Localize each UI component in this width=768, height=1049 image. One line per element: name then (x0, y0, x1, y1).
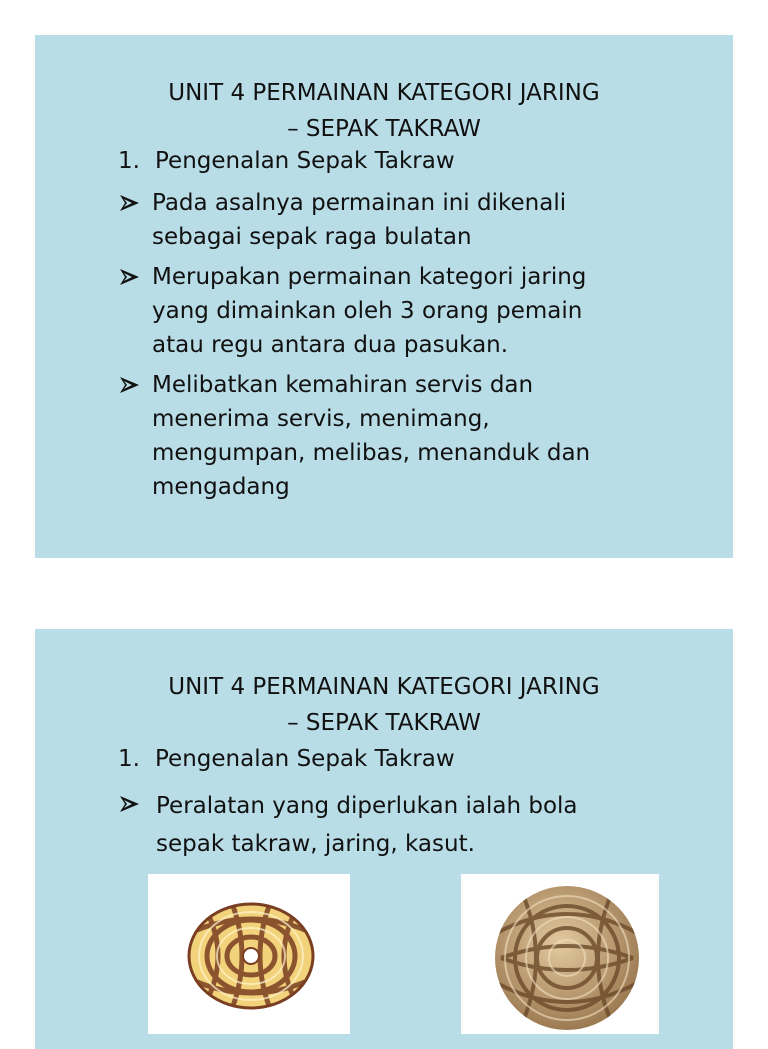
bullet-text (152, 368, 678, 504)
section-heading (118, 144, 455, 178)
title-line: – SEPAK TAKRAW (287, 116, 481, 142)
bullet-text (156, 787, 678, 863)
heading-text: Pengenalan Sepak Takraw (155, 746, 455, 772)
slide-title (35, 669, 733, 741)
bullet-line: mengadang (152, 474, 290, 500)
slide-1 (35, 35, 733, 558)
bullet-line: mengumpan, melibas, menanduk dan (152, 440, 591, 466)
bullet-item (118, 368, 678, 504)
slide-2 (35, 629, 733, 1049)
bullet-line: Melibatkan kemahiran servis dan (152, 372, 534, 398)
arrow-bullet-icon (118, 795, 140, 813)
bullet-item (118, 260, 678, 362)
bullet-text (152, 260, 678, 362)
bullet-line: Peralatan yang diperlukan ialah bola (156, 793, 578, 819)
section-heading (118, 742, 455, 776)
sepak-takraw-ball-image (461, 874, 659, 1034)
title-line: UNIT 4 PERMAINAN KATEGORI JARING (168, 80, 600, 106)
takraw-ball-rattan-icon (461, 874, 659, 1034)
arrow-bullet-icon (118, 268, 140, 286)
title-line: UNIT 4 PERMAINAN KATEGORI JARING (168, 674, 600, 700)
bullet-line: atau regu antara dua pasukan. (152, 332, 509, 358)
bullet-line: sebagai sepak raga bulatan (152, 224, 472, 250)
bullet-line: Pada asalnya permainan ini dikenali (152, 190, 567, 216)
arrow-bullet-icon (118, 376, 140, 394)
bullet-item (118, 186, 678, 254)
bullet-line: Merupakan permainan kategori jaring (152, 264, 587, 290)
bullet-item (118, 787, 678, 863)
bullet-line: menerima servis, menimang, (152, 406, 490, 432)
bullet-line: sepak takraw, jaring, kasut. (156, 831, 475, 857)
arrow-bullet-icon (118, 194, 140, 212)
takraw-ball-yellow-icon (148, 874, 350, 1034)
heading-number: 1. (118, 148, 140, 174)
slide-title (35, 75, 733, 147)
bullet-line: yang dimainkan oleh 3 orang pemain (152, 298, 583, 324)
heading-number: 1. (118, 746, 140, 772)
heading-text: Pengenalan Sepak Takraw (155, 148, 455, 174)
title-line: – SEPAK TAKRAW (287, 710, 481, 736)
bullet-text (152, 186, 678, 254)
sepak-takraw-ball-image (148, 874, 350, 1034)
